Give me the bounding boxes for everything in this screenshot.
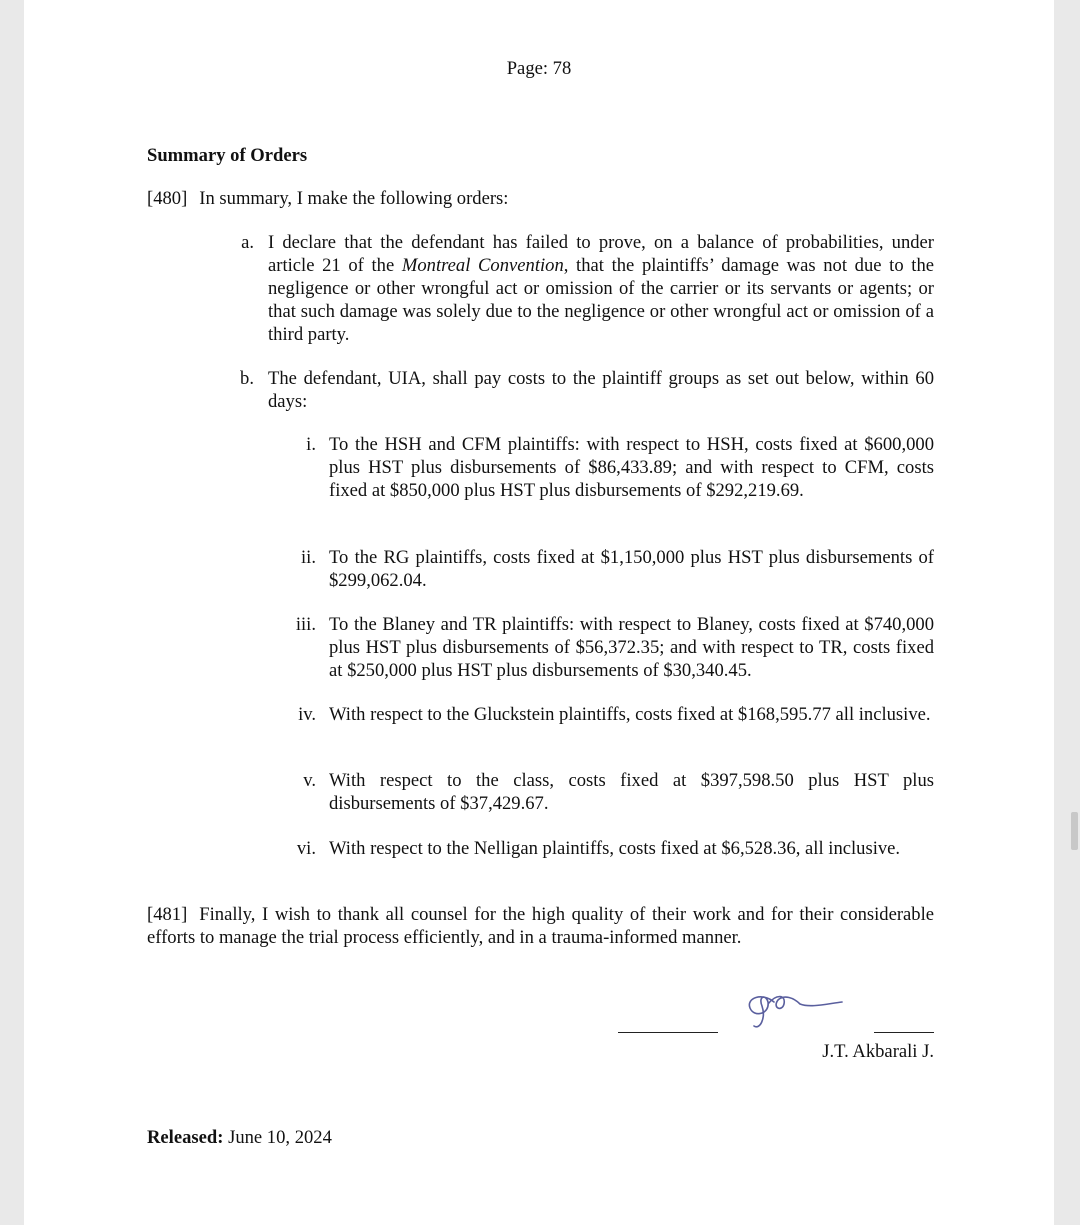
order-marker-a: a. (241, 232, 254, 253)
section-heading: Summary of Orders (147, 145, 308, 166)
sub-item-ii: To the RG plaintiffs, costs fixed at $1,150,000 plus HST plus disbursements of $299,062.04. (329, 547, 934, 591)
paragraph-number: [480] (147, 188, 188, 209)
order-a-text-1: I declare that the defendant has failed to prove, on a balance of probabilities, under article 21 of the (268, 232, 934, 276)
paragraph-number: [481] (147, 904, 188, 925)
paragraph-481 (147, 903, 934, 949)
sub-item-marker: i. (306, 434, 316, 455)
sub-item-marker: iv. (298, 704, 316, 725)
sub-item-marker: iii. (295, 614, 316, 635)
handwritten-signature (714, 968, 874, 1038)
release-label: Released: (147, 1127, 224, 1148)
sub-item-v: With respect to the class, costs fixed at $397,598.50 plus HST plus disbursements of $37,429.67. (329, 770, 934, 814)
signature-line-right (874, 1032, 934, 1033)
order-a (268, 231, 934, 346)
release-date-value: June 10, 2024 (228, 1127, 332, 1148)
signature-line-left (618, 1032, 718, 1033)
sub-item-marker: vi. (296, 838, 316, 859)
order-a-text-2: , that the plaintiffs’ damage was not due to the negligence or other wrongful act or omission of the carrier or its servants or agents; or that such damage was solely due to the negligence or other wrongful act or omission of a third party. (268, 255, 934, 345)
order-b: The defendant, UIA, shall pay costs to the plaintiff groups as set out below, within 60 days: (268, 368, 934, 412)
sub-item-marker: ii. (301, 547, 316, 568)
vertical-scrollbar[interactable] (1071, 812, 1078, 850)
page-number: Page: 78 (506, 58, 572, 79)
order-marker-b: b. (240, 368, 254, 389)
judge-name: J.T. Akbarali J. (822, 1041, 934, 1062)
sub-item-iii: To the Blaney and TR plaintiffs: with respect to Blaney, costs fixed at $740,000 plus HST plus disbursements of $56,372.35; and with respect to TR, costs fixed at $250,000 plus HST plus disbursements of $30,340.45. (329, 614, 934, 681)
sub-item-i: To the HSH and CFM plaintiffs: with respect to HSH, costs fixed at $600,000 plus HST plus disbursements of $86,433.89; and with respect to CFM, costs fixed at $850,000 plus HST plus disbursements of $292,219.69. (329, 434, 934, 501)
sub-item-marker: v. (303, 770, 316, 791)
paragraph-text: Finally, I wish to thank all counsel for the high quality of their work and for their considerable efforts to manage the trial process efficiently, and in a trauma-informed manner. (147, 904, 934, 948)
sub-item-vi: With respect to the Nelligan plaintiffs, costs fixed at $6,528.36, all inclusive. (329, 838, 901, 859)
paragraph-480 (147, 187, 508, 210)
release-date (147, 1126, 332, 1149)
document-page (24, 0, 1054, 1225)
order-a-convention-name: Montreal Convention (401, 255, 564, 276)
paragraph-text: In summary, I make the following orders: (199, 188, 509, 209)
sub-item-iv: With respect to the Gluckstein plaintiffs, costs fixed at $168,595.77 all inclusive. (329, 704, 931, 725)
